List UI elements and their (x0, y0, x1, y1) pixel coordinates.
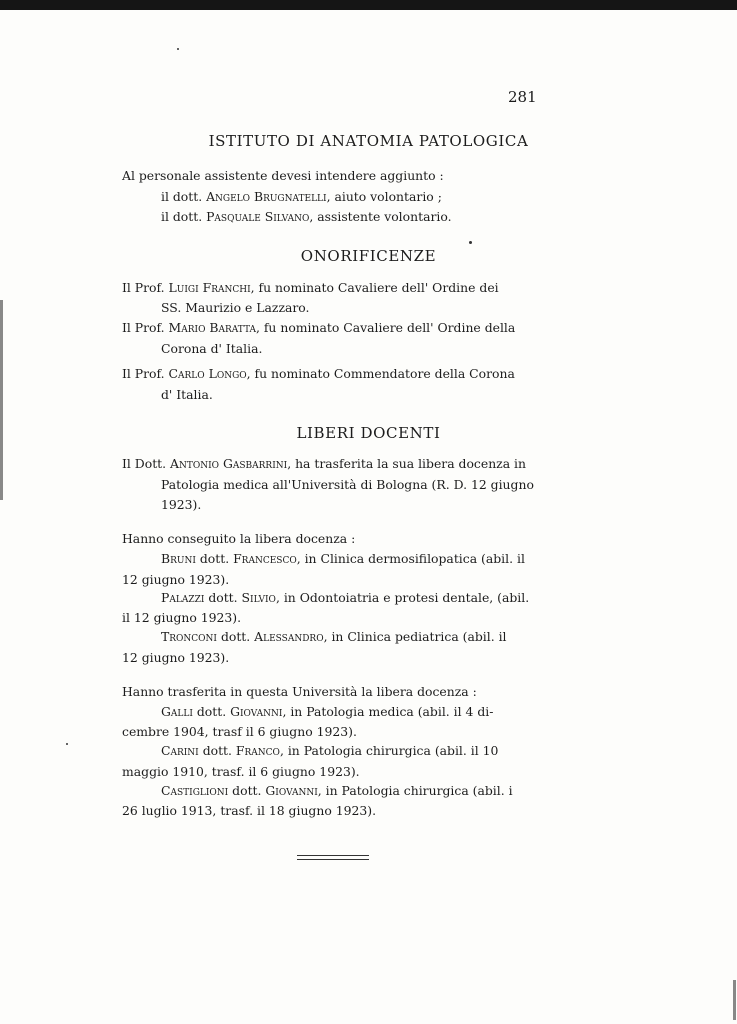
ink-speck (469, 241, 472, 244)
docente-bruni: Bruni dott. Francesco, in Clinica dermosifilopatica (abil. il (161, 551, 525, 566)
ink-speck (177, 48, 179, 50)
onorificenza-2: Il Prof. Mario Baratta, fu nominato Cavaliere dell' Ordine della (122, 320, 516, 335)
docente-galli: Galli dott. Giovanni, in Patologia medica (abil. il 4 di- (161, 704, 494, 719)
onorificenza-2-cont: Corona d' Italia. (161, 341, 263, 356)
scan-left-edge (0, 300, 3, 500)
docente-palazzi-l2: il 12 giugno 1923). (122, 610, 242, 625)
heading-onorificenze: ONORIFICENZE (300, 247, 437, 265)
trasferita-intro: Hanno trasferita in questa Università la libera docenza : (122, 684, 477, 699)
onorificenza-3-cont: d' Italia. (161, 387, 213, 402)
docente-palazzi: Palazzi dott. Silvio, in Odontoiatria e protesi dentale, (abil. (161, 590, 530, 605)
scan-right-edge (733, 980, 736, 1020)
docente-gasbarrini-l2: Patologia medica all'Università di Bologna (R. D. 12 giugno (161, 477, 534, 492)
docente-castiglioni: Castiglioni dott. Giovanni, in Patologia chirurgica (abil. i (161, 783, 513, 798)
docente-tronconi: Tronconi dott. Alessandro, in Clinica pediatrica (abil. il (161, 629, 507, 644)
anatomia-line-1: il dott. Angelo Brugnatelli, aiuto volontario ; (161, 189, 442, 204)
docente-bruni-l2: 12 giugno 1923). (122, 572, 230, 587)
ink-speck (66, 743, 68, 745)
onorificenza-1: Il Prof. Luigi Franchi, fu nominato Cavaliere dell' Ordine dei (122, 280, 499, 295)
scan-top-border (0, 0, 737, 10)
onorificenza-3: Il Prof. Carlo Longo, fu nominato Commendatore della Corona (122, 366, 515, 381)
anatomia-intro: Al personale assistente devesi intendere aggiunto : (122, 168, 444, 183)
docente-carini: Carini dott. Franco, in Patologia chirurgica (abil. il 10 (161, 743, 499, 758)
docente-tronconi-l2: 12 giugno 1923). (122, 650, 230, 665)
closing-rule (297, 855, 369, 856)
heading-liberi-docenti: LIBERI DOCENTI (296, 424, 441, 442)
docente-gasbarrini: Il Dott. Antonio Gasbarrini, ha trasferita la sua libera docenza in (122, 456, 526, 471)
docente-castiglioni-l2: 26 luglio 1913, trasf. il 18 giugno 1923). (122, 803, 377, 818)
page-number: 281 (508, 88, 537, 106)
closing-rule-lower (297, 859, 369, 860)
docente-galli-l2: cembre 1904, trasf il 6 giugno 1923). (122, 724, 357, 739)
heading-anatomia-patologica: ISTITUTO DI ANATOMIA PATOLOGICA (208, 132, 529, 150)
onorificenza-1-cont: SS. Maurizio e Lazzaro. (161, 300, 310, 315)
conseguito-intro: Hanno conseguito la libera docenza : (122, 531, 356, 546)
docente-carini-l2: maggio 1910, trasf. il 6 giugno 1923). (122, 764, 360, 779)
anatomia-line-2: il dott. Pasquale Silvano, assistente volontario. (161, 209, 452, 224)
docente-gasbarrini-l3: 1923). (161, 497, 202, 512)
